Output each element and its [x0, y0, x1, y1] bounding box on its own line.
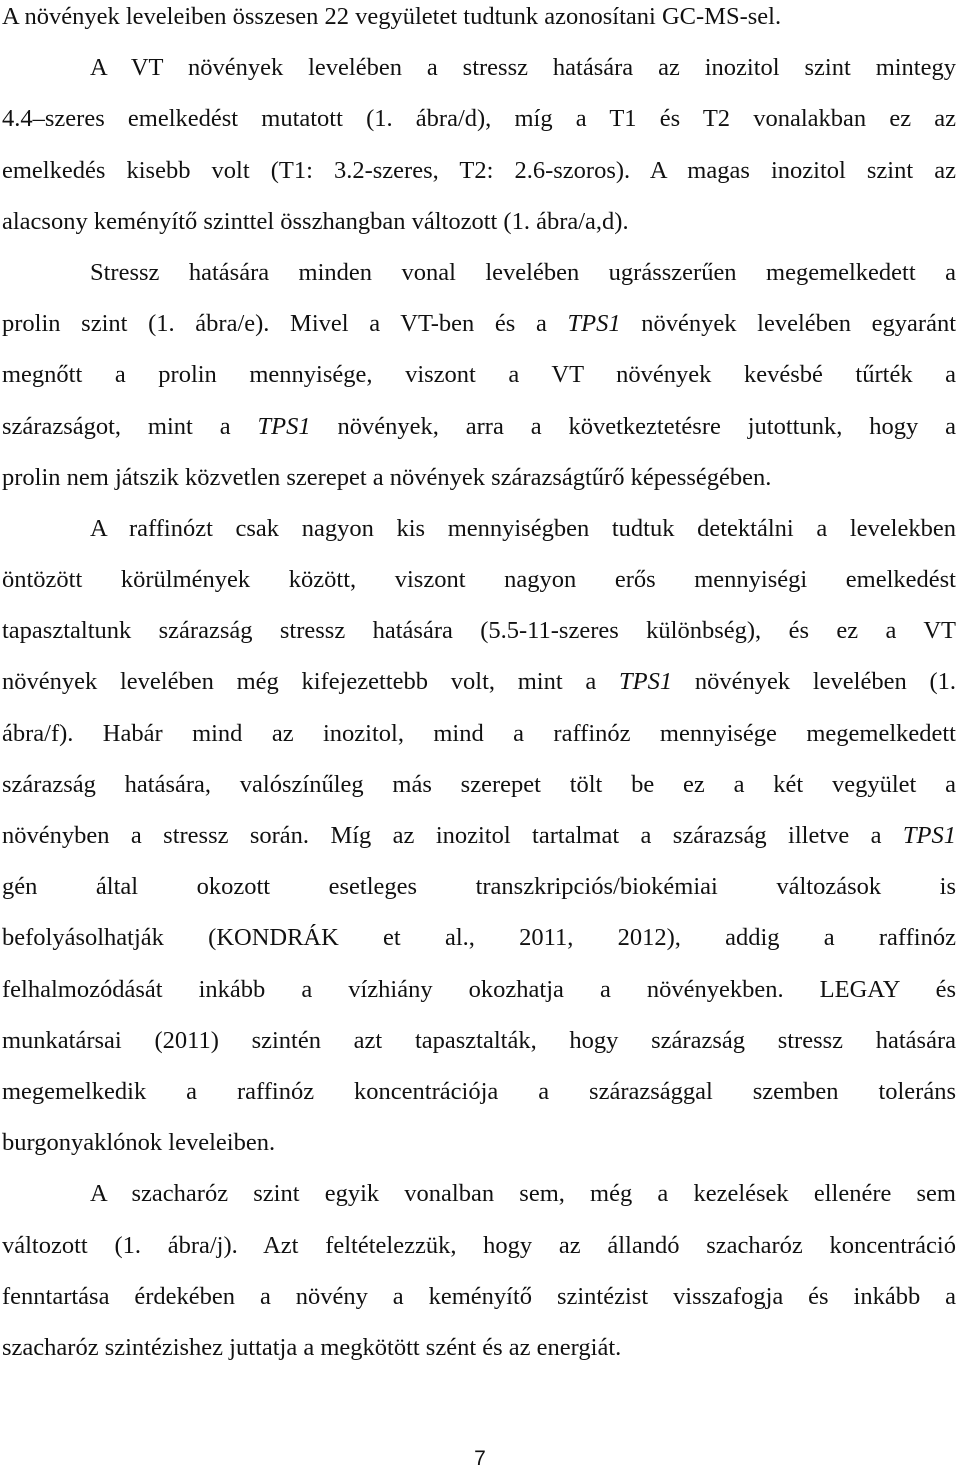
text-segment: szárazságot, mint a	[2, 412, 258, 440]
text-segment: szacharóz szintézishez juttatja a megkötött szént és az energiát.	[2, 1333, 622, 1361]
text-segment: prolin nem játszik közvetlen szerepet a növények szárazságtűrő képességében.	[2, 463, 772, 491]
italic-gene-name: TPS1	[567, 310, 621, 338]
text-line	[2, 964, 956, 1015]
italic-gene-name: TPS1	[902, 822, 956, 849]
text-line	[2, 1117, 956, 1168]
text-segment: 4.4–szeres emelkedést mutatott (1. ábra/d), míg a T1 és T2 vonalakban ez az	[2, 105, 956, 133]
text-line	[2, 554, 956, 605]
text-segment: növények levelében (1.	[672, 668, 956, 696]
page-number: 7	[474, 1447, 486, 1470]
text-segment: A szacharóz szint egyik vonalban sem, még a kezelések ellenére sem	[90, 1180, 956, 1208]
text-line	[2, 42, 956, 93]
text-segment: tapasztaltunk szárazság stressz hatására (5.5-11-szeres különbség), és ez a VT	[2, 617, 956, 645]
text-segment: megemelkedik a raffinóz koncentrációja a szárazsággal szemben toleráns	[2, 1077, 956, 1105]
italic-gene-name: TPS1	[257, 412, 311, 440]
text-segment: A raffinózt csak nagyon kis mennyiségben tudtuk detektálni a levelekben	[90, 514, 956, 542]
text-segment: fenntartása érdekében a növény a keményítő szintézist visszafogja és inkább a	[2, 1282, 956, 1310]
text-segment: változott (1. ábra/j). Azt feltételezzük, hogy az állandó szacharóz koncentráció	[2, 1231, 956, 1259]
text-line	[2, 93, 956, 144]
text-line	[2, 503, 956, 554]
text-line	[2, 708, 956, 759]
text-segment: ábra/f). Habár mind az inozitol, mind a raffinóz mennyisége megemelkedett	[2, 719, 956, 747]
text-segment: munkatársai (2011) szintén azt tapasztalták, hogy szárazság stressz hatására	[2, 1026, 956, 1054]
text-segment: megnőtt a prolin mennyisége, viszont a VT növények kevésbé tűrték a	[2, 361, 956, 389]
text-line	[2, 1322, 956, 1373]
text-line	[2, 145, 956, 196]
text-segment: A növények leveleiben összesen 22 vegyületet tudtunk azonosítani GC-MS-sel.	[2, 3, 782, 30]
text-line	[2, 1220, 956, 1271]
text-line	[2, 298, 956, 349]
text-line	[2, 0, 956, 42]
text-line	[2, 605, 956, 656]
text-line	[2, 1066, 956, 1117]
text-segment: gén által okozott esetleges transzkripciós/biokémiai változások is	[2, 873, 956, 901]
italic-gene-name: TPS1	[619, 668, 673, 696]
text-line	[2, 656, 956, 707]
text-segment: emelkedés kisebb volt (T1: 3.2-szeres, T2: 2.6-szoros). A magas inozitol szint az	[2, 156, 956, 184]
text-segment: szárazság hatására, valószínűleg más szerepet tölt be ez a két vegyület a	[2, 770, 956, 798]
text-segment: növényben a stressz során. Míg az inozitol tartalmat a szárazság illetve a	[2, 822, 903, 849]
text-segment: növények levelében egyaránt	[620, 310, 956, 338]
text-line	[2, 196, 956, 247]
text-segment: burgonyaklónok leveleiben.	[2, 1129, 276, 1157]
text-line	[2, 1168, 956, 1219]
text-line	[2, 1015, 956, 1066]
text-line	[2, 810, 956, 861]
text-line	[2, 247, 956, 298]
text-line	[2, 861, 956, 912]
text-segment: növények levelében még kifejezettebb volt, mint a	[2, 668, 620, 696]
text-line	[2, 401, 956, 452]
text-line	[2, 912, 956, 963]
text-line	[2, 1271, 956, 1322]
text-line	[2, 759, 956, 810]
text-segment: növények, arra a következtetésre jutottunk, hogy a	[310, 412, 957, 440]
text-segment: öntözött körülmények között, viszont nagyon erős mennyiségi emelkedést	[2, 566, 956, 594]
text-line	[2, 452, 956, 503]
text-segment: felhalmozódását inkább a vízhiány okozhatja a növényekben. LEGAY és	[2, 975, 956, 1003]
text-segment: befolyásolhatják (KONDRÁK et al., 2011, 2012), addig a raffinóz	[2, 924, 956, 952]
text-segment: Stressz hatására minden vonal levelében ugrásszerűen megemelkedett a	[90, 258, 956, 286]
text-segment: prolin szint (1. ábra/e). Mivel a VT-ben és a	[2, 310, 568, 338]
text-line	[2, 349, 956, 400]
text-segment: A VT növények levelében a stressz hatására az inozitol szint mintegy	[90, 54, 956, 82]
text-segment: alacsony keményítő szinttel összhangban változott (1. ábra/a,d).	[2, 207, 629, 235]
body-text	[2, 0, 956, 1373]
